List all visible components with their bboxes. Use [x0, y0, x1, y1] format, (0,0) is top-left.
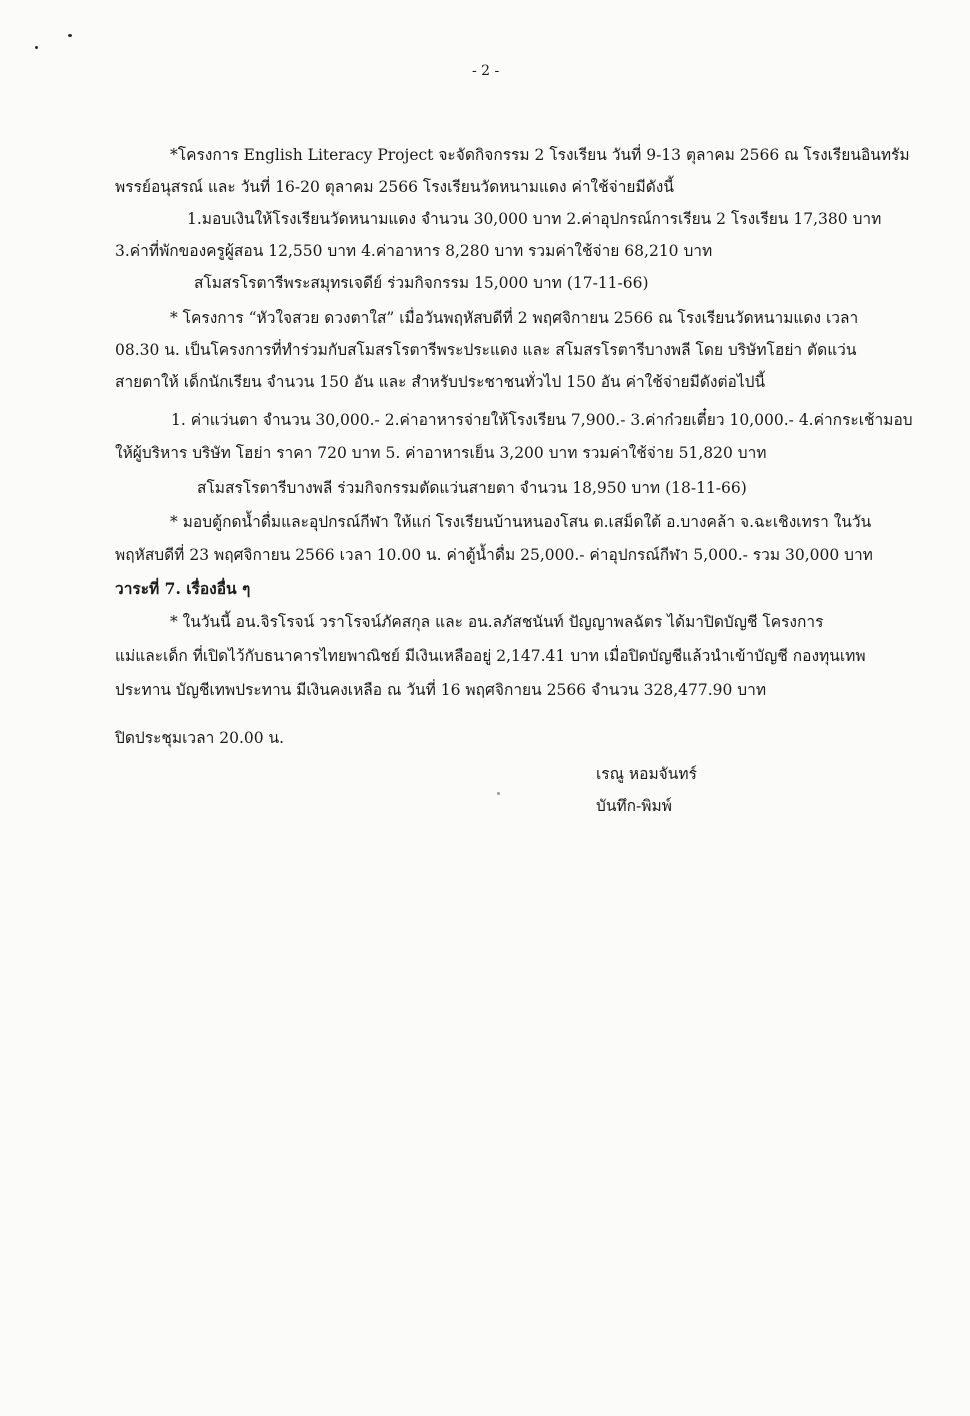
closing-line: ปิดประชุมเวลา 20.00 น.	[115, 729, 285, 747]
paragraph-line: 3.ค่าที่พักของครูผู้สอน 12,550 บาท 4.ค่าอาหาร 8,280 บาท รวมค่าใช้จ่าย 68,210 บาท	[115, 242, 713, 260]
paragraph-line: * โครงการ “หัวใจสวย ดวงตาใส” เมื่อวันพฤหัสบดีที่ 2 พฤศจิกายน 2566 ณ โรงเรียนวัดหนามแดง เวลา	[170, 309, 859, 327]
paragraph-line: *โครงการ English Literacy Project จะจัดกิจกรรม 2 โรงเรียน วันที่ 9-13 ตุลาคม 2566 ณ โรงเรียนอินทรัม	[170, 146, 910, 164]
paragraph-line: ให้ผู้บริหาร บริษัท โฮย่า ราคา 720 บาท 5. ค่าอาหารเย็น 3,200 บาท รวมค่าใช้จ่าย 51,820 บาท	[115, 444, 767, 462]
signer-name: เรณู หอมจันทร์	[596, 765, 697, 783]
agenda-heading: วาระที่ 7. เรื่องอื่น ๆ	[115, 579, 251, 598]
paragraph-line: แม่และเด็ก ที่เปิดไว้กับธนาคารไทยพาณิชย์ มีเงินเหลืออยู่ 2,147.41 บาท เมื่อปิดบัญชีแล้วนำเข้าบัญชี กองทุนเทพ	[115, 647, 866, 665]
scan-speck	[497, 792, 500, 795]
page-number: - 2 -	[472, 63, 500, 79]
scan-speck	[35, 46, 38, 49]
paragraph-line: พรรย์อนุสรณ์ และ วันที่ 16-20 ตุลาคม 2566 โรงเรียนวัดหนามแดง ค่าใช้จ่ายมีดังนี้	[115, 178, 674, 196]
paragraph-line: สโมสรโรตารีพระสมุทรเจดีย์ ร่วมกิจกรรม 15,000 บาท (17-11-66)	[194, 274, 649, 292]
paragraph-line: 08.30 น. เป็นโครงการที่ทำร่วมกับสโมสรโรตารีพระประแดง และ สโมสรโรตารีบางพลี โดย บริษัทโฮย่า ตัดแว่น	[115, 341, 857, 359]
paragraph-line: * มอบตู้กดน้ำดื่มและอุปกรณ์กีฬา ให้แก่ โรงเรียนบ้านหนองโสน ต.เสม็ดใต้ อ.บางคล้า จ.ฉะเชิงเทรา ในวัน	[170, 513, 872, 531]
paragraph-line: ประทาน บัญชีเทพประทาน มีเงินคงเหลือ ณ วันที่ 16 พฤศจิกายน 2566 จำนวน 328,477.90 บาท	[115, 681, 767, 699]
paragraph-line: * ในวันนี้ อน.จิรโรจน์ วราโรจน์ภัคสกุล และ อน.ลภัสชนันท์ ปัญญาพลฉัตร ได้มาปิดบัญชี โครงการ	[170, 613, 824, 631]
paragraph-line: สายตาให้ เด็กนักเรียน จำนวน 150 อัน และ สำหรับประชาชนทั่วไป 150 อัน ค่าใช้จ่ายมีดังต่อไปนี้	[115, 373, 766, 391]
paragraph-line: 1. ค่าแว่นตา จำนวน 30,000.- 2.ค่าอาหารจ่ายให้โรงเรียน 7,900.- 3.ค่าก๋วยเตี๋ยว 10,000.- 4.ค่ากระเช้ามอบ	[171, 411, 913, 429]
paragraph-line: สโมสรโรตารีบางพลี ร่วมกิจกรรมตัดแว่นสายตา จำนวน 18,950 บาท (18-11-66)	[197, 479, 747, 497]
scan-speck	[68, 34, 72, 37]
paragraph-line: 1.มอบเงินให้โรงเรียนวัดหนามแดง จำนวน 30,000 บาท 2.ค่าอุปกรณ์การเรียน 2 โรงเรียน 17,380 บาท	[187, 210, 882, 228]
signer-role: บันทึก-พิมพ์	[596, 797, 672, 815]
paragraph-line: พฤหัสบดีที่ 23 พฤศจิกายน 2566 เวลา 10.00 น. ค่าตู้น้ำดื่ม 25,000.- ค่าอุปกรณ์กีฬา 5,000.- รวม 30,000 บาท	[115, 546, 873, 564]
